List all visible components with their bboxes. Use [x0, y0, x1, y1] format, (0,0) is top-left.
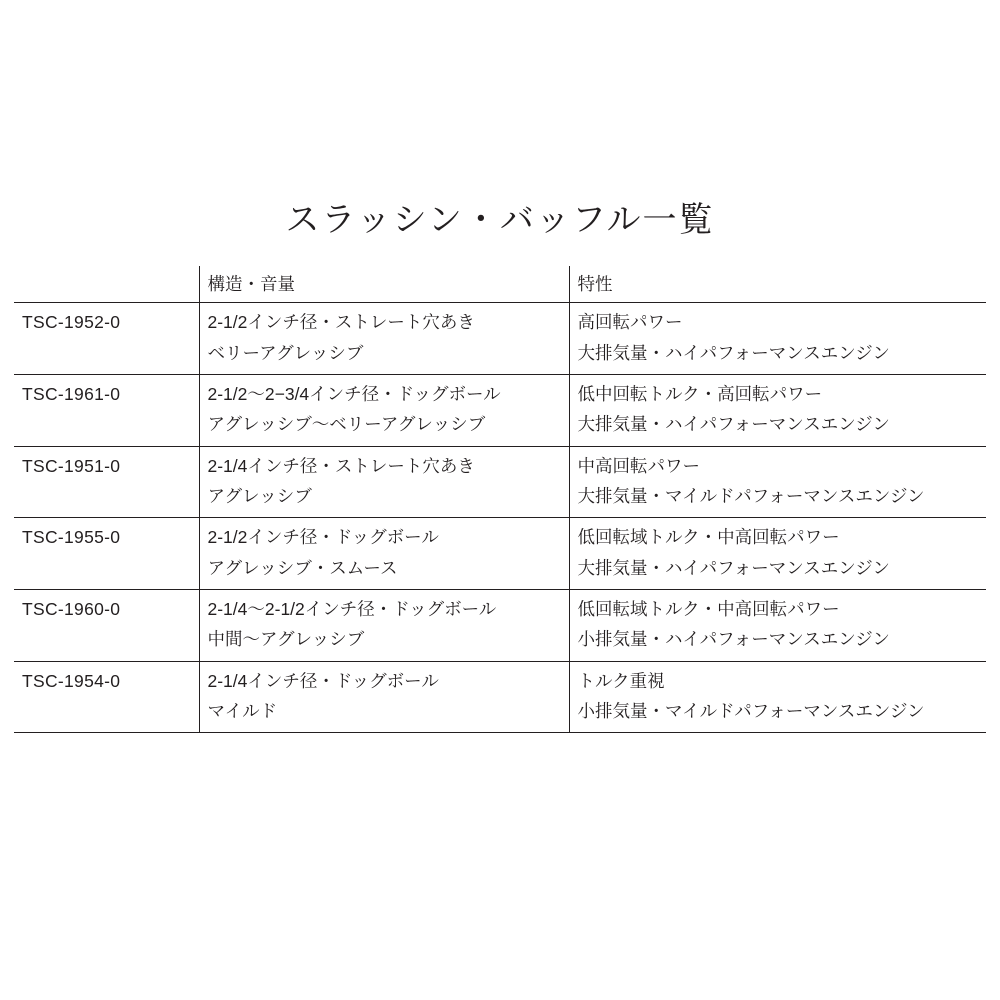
feature-line-1: 低回転域トルク・中高回転パワー — [577, 527, 840, 548]
cell-feature — [569, 590, 986, 662]
cell-product-code: TSC-1954-0 — [14, 661, 199, 733]
feature-line-1: 低中回転トルク・高回転パワー — [577, 384, 823, 405]
structure-line-2: マイルド — [207, 701, 278, 722]
feature-line-1: 中高回転パワー — [577, 455, 700, 476]
structure-line-2: 中間〜アグレッシブ — [207, 629, 365, 650]
column-header-feature: 特性 — [569, 266, 986, 303]
structure-line-1: 2-1/2〜2−3/4インチ径・ドッグボール — [207, 384, 501, 405]
structure-line-1: 2-1/4インチ径・ストレート穴あき — [207, 455, 475, 476]
cell-structure — [199, 375, 569, 447]
structure-line-1: 2-1/2インチ径・ストレート穴あき — [207, 312, 475, 333]
feature-line-2: 小排気量・マイルドパフォーマンスエンジン — [577, 701, 925, 722]
cell-structure — [199, 590, 569, 662]
table-row — [14, 303, 986, 375]
cell-structure — [199, 446, 569, 518]
structure-line-2: ベリーアグレッシブ — [207, 342, 364, 363]
table-row — [14, 375, 986, 447]
feature-line-2: 大排気量・マイルドパフォーマンスエンジン — [577, 486, 925, 507]
feature-line-2: 大排気量・ハイパフォーマンスエンジン — [577, 342, 890, 363]
cell-feature — [569, 661, 986, 733]
cell-feature — [569, 375, 986, 447]
cell-feature — [569, 518, 986, 590]
structure-line-1: 2-1/4インチ径・ドッグボール — [207, 670, 439, 691]
cell-product-code: TSC-1960-0 — [14, 590, 199, 662]
table-header-row — [14, 266, 986, 303]
table-row — [14, 590, 986, 662]
feature-line-1: トルク重視 — [577, 670, 665, 691]
cell-feature — [569, 303, 986, 375]
structure-line-2: アグレッシブ・スムース — [207, 557, 398, 578]
cell-product-code: TSC-1961-0 — [14, 375, 199, 447]
cell-feature — [569, 446, 986, 518]
structure-line-2: アグレッシブ — [207, 486, 312, 507]
feature-line-2: 大排気量・ハイパフォーマンスエンジン — [577, 557, 890, 578]
baffle-spec-table — [14, 266, 986, 733]
structure-line-1: 2-1/2インチ径・ドッグボール — [207, 527, 439, 548]
structure-line-1: 2-1/4〜2-1/2インチ径・ドッグボール — [207, 599, 497, 620]
feature-line-1: 高回転パワー — [577, 312, 683, 333]
column-header-code — [14, 266, 199, 303]
table-row — [14, 446, 986, 518]
table-row — [14, 661, 986, 733]
cell-product-code: TSC-1952-0 — [14, 303, 199, 375]
feature-line-1: 低回転域トルク・中高回転パワー — [577, 599, 840, 620]
structure-line-2: アグレッシブ〜ベリーアグレッシブ — [207, 414, 486, 435]
column-header-structure: 構造・音量 — [199, 266, 569, 303]
feature-line-2: 小排気量・ハイパフォーマンスエンジン — [577, 629, 890, 650]
cell-structure — [199, 303, 569, 375]
cell-structure — [199, 518, 569, 590]
feature-line-2: 大排気量・ハイパフォーマンスエンジン — [577, 414, 890, 435]
cell-product-code: TSC-1951-0 — [14, 446, 199, 518]
cell-structure — [199, 661, 569, 733]
table-row — [14, 518, 986, 590]
page-title: スラッシン・バッフル一覧 — [285, 201, 715, 239]
cell-product-code: TSC-1955-0 — [14, 518, 199, 590]
